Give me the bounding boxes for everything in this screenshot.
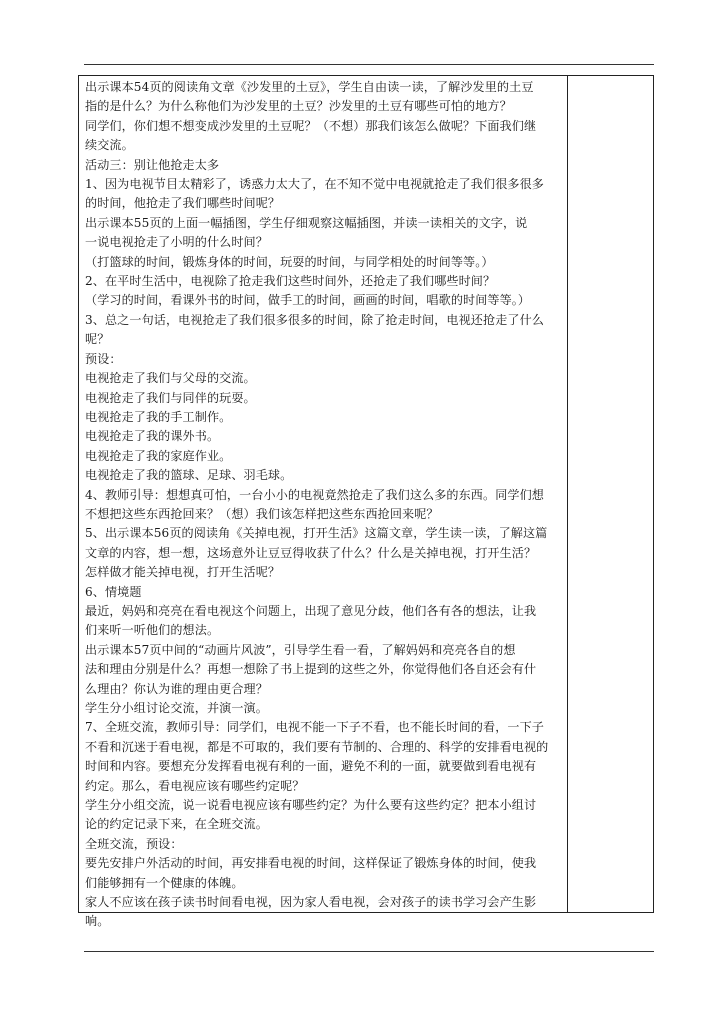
footer-rule	[84, 951, 654, 952]
text-line: 6、情境题	[85, 584, 142, 599]
text-line: 同学们，你们想不想变成沙发里的土豆呢？（不想）那我们该怎么做呢？下面我们继	[85, 118, 537, 133]
text-line: 文章的内容，想一想，这场意外让豆豆得收获了什么？什么是关掉电视，打开生活？	[85, 545, 537, 560]
text-line: 续交流。	[85, 138, 134, 153]
text-line: 时间和内容。要想充分发挥看电视有利的一面，避免不利的一面，就要做到看电视有	[85, 759, 537, 774]
text-line: 么理由？你认为谁的理由更合理？	[85, 681, 268, 696]
text-line: 2、在平时生活中，电视除了抢走我们这些时间外，还抢走了我们哪些时间？	[85, 274, 496, 289]
lesson-table	[78, 75, 654, 929]
header-rule	[84, 64, 654, 65]
text-line: （学习的时间，看课外书的时间，做手工的时间，画画的时间，唱歌的时间等等。）	[85, 293, 531, 308]
text-line: 的时间，他抢走了我们哪些时间呢？	[85, 196, 281, 211]
text-line: 法和理由分别是什么？再想一想除了书上提到的这些之外，你觉得他们各自还会有什	[85, 662, 537, 677]
text-line: 最近，妈妈和亮亮在看电视这个问题上，出现了意见分歧，他们各有各的想法，让我	[85, 603, 537, 618]
text-line: 约定。那么，看电视应该有哪些约定呢？	[85, 778, 305, 793]
text-line: 指的是什么？为什么称他们为沙发里的土豆？沙发里的土豆有哪些可怕的地方？	[85, 99, 512, 114]
lesson-content-cell	[79, 76, 568, 929]
text-line: 论的约定记录下来，在全班交流。	[85, 817, 268, 832]
text-line: 5、出示课本56页的阅读角《关掉电视，打开生活》这篇文章，学生读一读，了解这篇	[85, 526, 548, 541]
text-line: 出示课本55页的上面一幅插图，学生仔细观察这幅插图，并读一读相关的文字，说	[85, 215, 528, 230]
text-line: 全班交流，预设：	[85, 836, 183, 851]
list-item: 电视抢走了我们与父母的交流。	[85, 371, 256, 386]
text-line: 们来听一听他们的想法。	[85, 623, 220, 638]
text-line: 出示课本57页中间的“动画片风波”，引导学生看一看，了解妈妈和亮亮各自的想	[85, 642, 516, 657]
text-line: 4、教师引导：想想真可怕，一台小小的电视竟然抢走了我们这么多的东西。同学们想	[85, 487, 544, 502]
list-item: 电视抢走了我的课外书。	[85, 429, 220, 444]
text-line: 学生分小组讨论交流，并演一演。	[85, 701, 268, 715]
text-line: 一说电视抢走了小明的什么时间？	[85, 235, 268, 250]
list-item: 电视抢走了我的手工制作。	[85, 409, 232, 424]
text-line: 要先安排户外活动的时间，再安排看电视的时间，这样保证了锻炼身体的时间，使我	[85, 856, 537, 871]
list-item: 电视抢走了我的篮球、足球、羽毛球。	[85, 468, 293, 483]
activity-heading: 活动三：别让他抢走太多	[85, 157, 220, 172]
text-line: 预设：	[85, 351, 122, 366]
text-line: 3、总之一句话，电视抢走了我们很多很多的时间，除了抢走时间，电视还抢走了什么	[85, 312, 544, 327]
text-line: 7、全班交流，教师引导：同学们，电视不能一下子不看，也不能长时间的看，一下子	[85, 720, 544, 735]
text-line: 怎样做才能关掉电视，打开生活呢？	[85, 565, 281, 580]
text-line: 家人不应该在孩子读书时间看电视，因为家人看电视，会对孩子的读书学习会产生影	[85, 895, 537, 910]
text-line: 不看和沉迷于看电视，都是不可取的，我们要有节制的、合理的、科学的安排看电视的	[85, 739, 549, 754]
text-line: 不想把这些东西抢回来？（想）我们该怎样把这些东西抢回来呢？	[85, 506, 439, 521]
text-line: 出示课本54页的阅读角文章《沙发里的土豆》，学生自由读一读，了解沙发里的土豆	[85, 80, 534, 94]
list-item: 电视抢走了我的家庭作业。	[85, 448, 232, 463]
text-line: 们能够拥有一个健康的体魄。	[85, 875, 244, 890]
text-line: （打篮球的时间，锻炼身体的时间，玩耍的时间，与同学相处的时间等等。）	[85, 254, 494, 269]
notes-cell	[568, 76, 653, 912]
list-item: 电视抢走了我们与同伴的玩耍。	[85, 390, 256, 405]
text-line: 响。	[85, 914, 110, 929]
text-line: 学生分小组交流，说一说看电视应该有哪些约定？为什么要有这些约定？把本小组讨	[85, 798, 537, 813]
text-line: 呢？	[85, 332, 110, 347]
text-line: 1、因为电视节目太精彩了，诱惑力太大了，在不知不觉中电视就抢走了我们很多很多	[85, 177, 544, 192]
